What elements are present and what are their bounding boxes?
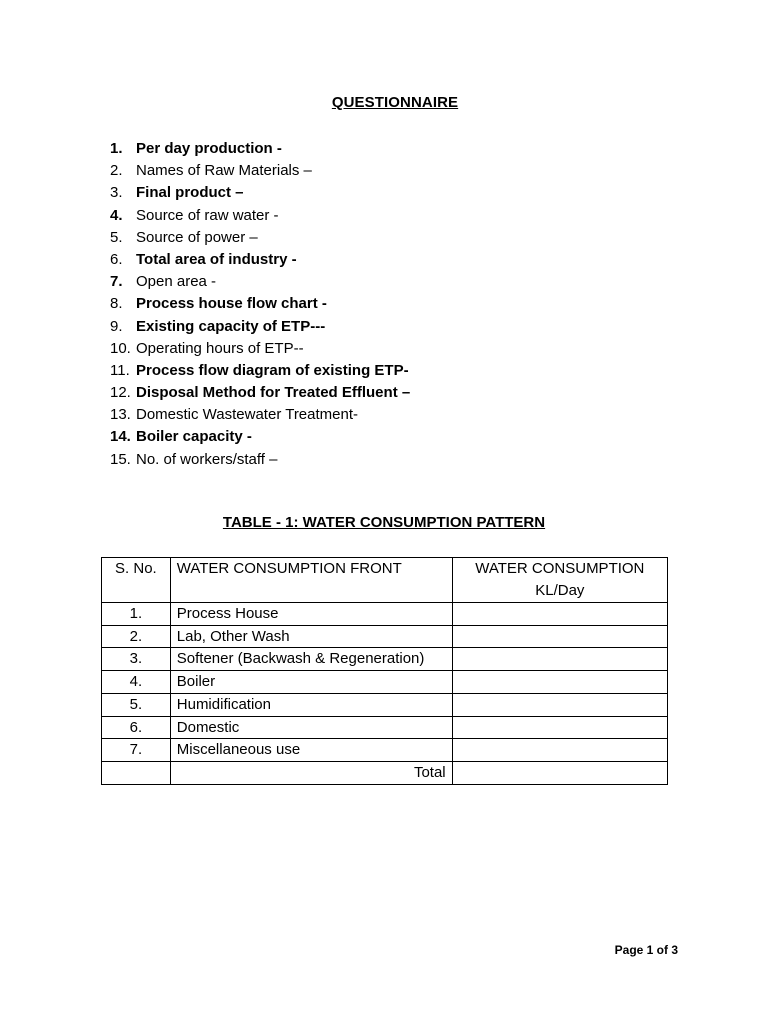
question-number: 6.: [110, 250, 123, 268]
cell-sno: 6.: [102, 716, 171, 739]
header-kl-line1: WATER CONSUMPTION: [475, 560, 645, 577]
cell-sno: 1.: [102, 603, 171, 626]
total-label: Total: [170, 761, 452, 784]
question-number: 14.: [110, 428, 131, 446]
table-title: [0, 514, 768, 531]
question-number: 4.: [110, 206, 123, 224]
question-number: 1.: [110, 140, 123, 157]
question-text: Names of Raw Materials –: [136, 162, 312, 180]
question-number: 7.: [110, 273, 123, 291]
question-text: Operating hours of ETP--: [136, 339, 304, 357]
list-item: [110, 338, 410, 360]
cell-kl[interactable]: [452, 625, 667, 648]
list-item: [110, 249, 410, 271]
cell-kl[interactable]: [452, 693, 667, 716]
question-number: 8.: [110, 295, 123, 313]
cell-kl[interactable]: [452, 716, 667, 739]
cell-front: Softener (Backwash & Regeneration): [170, 648, 452, 671]
table-row: [102, 603, 668, 626]
header-kl-line2: KL/Day: [535, 582, 585, 599]
question-number: 11.: [110, 361, 130, 379]
cell-sno: 5.: [102, 693, 171, 716]
table-row: [102, 716, 668, 739]
question-text: Boiler capacity -: [136, 428, 252, 446]
cell-sno-empty: [102, 761, 171, 784]
cell-sno: 4.: [102, 671, 171, 694]
question-text: No. of workers/staff –: [136, 450, 278, 468]
table-title-text: TABLE - 1: WATER CONSUMPTION PATTERN: [222, 514, 546, 531]
question-text: Existing capacity of ETP---: [136, 317, 326, 335]
question-text: Source of power –: [136, 228, 258, 246]
question-number: 10.: [110, 339, 131, 357]
list-item: [110, 182, 410, 204]
table-row: [102, 648, 668, 671]
list-item: [110, 205, 410, 227]
list-item: [110, 382, 410, 404]
question-text: Final product –: [136, 184, 244, 202]
table-row: [102, 739, 668, 762]
table-total-row: [102, 761, 668, 784]
list-item: [110, 271, 410, 293]
list-item: [110, 227, 410, 249]
cell-front: Humidification: [170, 693, 452, 716]
header-sno: S. No.: [102, 558, 171, 603]
question-text: Open area -: [136, 273, 217, 291]
cell-sno: 2.: [102, 625, 171, 648]
cell-front: Miscellaneous use: [170, 739, 452, 762]
cell-total-kl[interactable]: [452, 761, 667, 784]
table-row: [102, 671, 668, 694]
question-text: Per day production -: [136, 140, 282, 157]
question-number: 13.: [110, 406, 131, 424]
questionnaire-list: [110, 138, 410, 471]
page-number: Page 1 of 3: [614, 943, 678, 957]
cell-kl[interactable]: [452, 739, 667, 762]
document-title: QUESTIONNAIRE: [331, 94, 459, 111]
table-row: [102, 625, 668, 648]
cell-sno: 3.: [102, 648, 171, 671]
table-header-row: [102, 558, 668, 603]
cell-kl[interactable]: [452, 648, 667, 671]
question-text: Process flow diagram of existing ETP-: [136, 361, 409, 379]
list-item: [110, 404, 410, 426]
question-number: 3.: [110, 184, 123, 202]
question-text: Disposal Method for Treated Effluent –: [136, 384, 411, 402]
cell-front: Boiler: [170, 671, 452, 694]
cell-front: Lab, Other Wash: [170, 625, 452, 648]
cell-front: Process House: [170, 603, 452, 626]
list-item: [110, 293, 410, 315]
question-number: 15.: [110, 450, 131, 468]
water-consumption-table: [101, 557, 668, 785]
cell-sno: 7.: [102, 739, 171, 762]
question-number: 5.: [110, 228, 123, 246]
question-text: Domestic Wastewater Treatment-: [136, 406, 359, 424]
cell-kl[interactable]: [452, 671, 667, 694]
question-text: Source of raw water -: [136, 206, 279, 224]
table-row: [102, 693, 668, 716]
list-item: [110, 426, 410, 448]
cell-kl[interactable]: [452, 603, 667, 626]
question-number: 2.: [110, 162, 123, 180]
question-text: Total area of industry -: [136, 250, 297, 268]
cell-front: Domestic: [170, 716, 452, 739]
list-item: [110, 138, 410, 160]
question-number: 12.: [110, 384, 131, 402]
header-kl: [452, 558, 667, 603]
question-number: 9.: [110, 317, 123, 335]
question-text: Process house flow chart -: [136, 295, 327, 313]
list-item: [110, 360, 410, 382]
list-item: [110, 160, 410, 182]
header-front: WATER CONSUMPTION FRONT: [170, 558, 452, 603]
list-item: [110, 316, 410, 338]
list-item: [110, 449, 410, 471]
